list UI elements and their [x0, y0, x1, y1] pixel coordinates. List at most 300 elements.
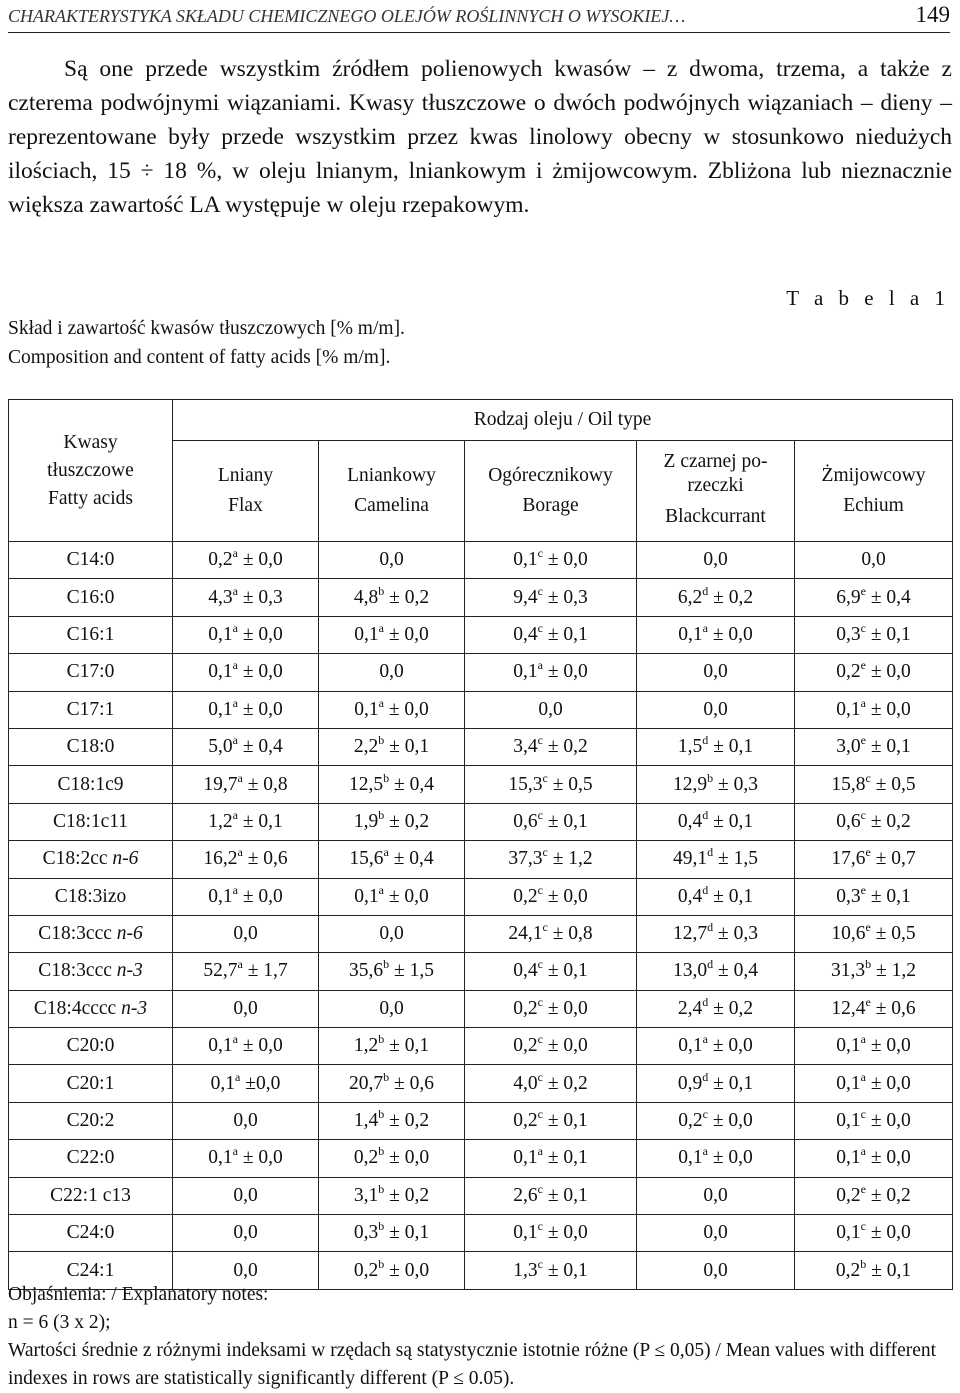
significance-index: d: [702, 994, 709, 1009]
std-deviation: ± 1,5: [713, 848, 758, 870]
value-cell: [173, 1028, 319, 1065]
mean-value: 35,6: [349, 960, 384, 982]
significance-index: c: [537, 620, 543, 635]
significance-index: a: [232, 882, 238, 897]
std-deviation: ± 0,6: [242, 848, 288, 870]
significance-index: a: [237, 770, 243, 785]
table-row: [9, 841, 953, 878]
std-deviation: ± 0,1: [542, 1147, 588, 1169]
column-header-flax-pl: Lniany: [217, 465, 274, 486]
significance-index: c: [537, 733, 543, 748]
significance-index: a: [702, 620, 708, 635]
significance-index: c: [537, 1219, 543, 1234]
value-cell: [795, 1215, 953, 1252]
fatty-acids-header-line2: tłuszczowe: [47, 459, 134, 481]
mean-value: 4,0: [513, 1072, 538, 1094]
significance-index: c: [537, 546, 543, 561]
fatty-acid-name: C14:0: [66, 549, 115, 571]
fatty-acid-cell: [9, 728, 173, 765]
value-cell: [319, 878, 465, 915]
significance-index: d: [702, 583, 709, 598]
value-cell: [637, 1140, 795, 1177]
mean-value: 2,4: [677, 997, 703, 1019]
fatty-acid-cell: [9, 1215, 173, 1252]
mean-value: 0,2: [835, 1259, 861, 1281]
mean-value: 17,6: [831, 848, 866, 870]
significance-index: c: [542, 845, 548, 860]
value-cell: [637, 728, 795, 765]
std-deviation: ± 0,2: [384, 1184, 430, 1206]
significance-index: a: [860, 1144, 866, 1159]
value-cell: [465, 1028, 637, 1065]
value-cell: [465, 1065, 637, 1102]
table-row: [9, 1140, 953, 1177]
significance-index: c: [537, 1069, 543, 1084]
std-deviation: ± 0,4: [388, 848, 434, 870]
mean-value: 0,6: [836, 810, 861, 832]
value-cell: [465, 542, 637, 579]
value-cell: [637, 616, 795, 653]
mean-value: 0,2: [513, 885, 538, 907]
significance-index: b: [707, 770, 714, 785]
std-deviation: ± 0,5: [870, 923, 916, 945]
std-deviation: ± 0,0: [865, 1147, 911, 1169]
std-deviation: ± 0,1: [708, 810, 754, 832]
fatty-acid-cell: [9, 654, 173, 691]
fatty-acid-series: n-3: [121, 997, 148, 1019]
significance-index: c: [860, 1107, 866, 1122]
table-row: [9, 803, 953, 840]
value-cell: [465, 990, 637, 1027]
table-row: [9, 616, 953, 653]
fatty-acid-cell: [9, 915, 173, 952]
table-row: [9, 953, 953, 990]
value-cell: [173, 579, 319, 616]
column-header-blackcurrant: [637, 441, 795, 542]
mean-value: 0,3: [836, 885, 861, 907]
std-deviation: ± 0,1: [384, 1035, 430, 1057]
significance-index: c: [537, 1181, 543, 1196]
mean-value: 6,9: [836, 586, 861, 608]
column-header-camelina-pl: Lniankowy: [347, 465, 436, 486]
table-row: [9, 654, 953, 691]
std-deviation: ± 0,0: [384, 1259, 430, 1281]
table-row: [9, 691, 953, 728]
std-deviation: ± 0,0: [237, 885, 283, 907]
mean-value: 0,0: [233, 997, 258, 1019]
fatty-acid-cell: [9, 1177, 173, 1214]
std-deviation: ± 0,0: [707, 1147, 753, 1169]
value-cell: [173, 841, 319, 878]
mean-value: 0,1: [208, 1147, 233, 1169]
std-deviation: ± 0,2: [384, 1110, 430, 1132]
std-deviation: ± 0,0: [707, 1110, 753, 1132]
std-deviation: ± 0,1: [865, 885, 911, 907]
significance-index: e: [860, 583, 866, 598]
table-caption: [8, 314, 405, 372]
mean-value: 0,1: [354, 623, 379, 645]
std-deviation: ± 0,1: [866, 1259, 912, 1281]
significance-index: c: [860, 807, 866, 822]
std-deviation: ± 0,8: [242, 773, 288, 795]
significance-index: b: [378, 1032, 385, 1047]
value-cell: [319, 803, 465, 840]
significance-index: c: [860, 620, 866, 635]
mean-value: 0,0: [861, 549, 886, 571]
value-cell: [795, 616, 953, 653]
notes-mean: Wartości średnie z różnymi indeksami w rzędach są statystycznie istotnie różne (P ≤ 0,05) / Mean values with different indexes in rows are statistically significantly different (P ≤ 0.05).: [8, 1340, 937, 1389]
std-deviation: ± 0,1: [384, 1222, 430, 1244]
mean-value: 5,0: [208, 736, 233, 758]
significance-index: a: [232, 1144, 238, 1159]
mean-value: 0,0: [379, 997, 404, 1019]
table-row: [9, 1102, 953, 1139]
significance-index: a: [232, 807, 238, 822]
fatty-acid-cell: [9, 953, 173, 990]
value-cell: [173, 953, 319, 990]
fatty-acid-name: C22:0: [66, 1147, 115, 1169]
std-deviation: ± 1,7: [242, 960, 288, 982]
mean-value: 0,4: [677, 810, 703, 832]
column-header-flax: [173, 441, 319, 542]
column-header-camelina-en: Camelina: [354, 495, 429, 516]
std-deviation: ± 0,1: [865, 623, 911, 645]
fatty-acid-cell: [9, 616, 173, 653]
mean-value: 1,3: [513, 1259, 538, 1281]
fatty-acid-cell: [9, 1140, 173, 1177]
significance-index: a: [860, 1032, 866, 1047]
mean-value: 20,7: [349, 1072, 384, 1094]
value-cell: [319, 728, 465, 765]
significance-index: d: [702, 882, 709, 897]
value-cell: [637, 1102, 795, 1139]
significance-index: d: [702, 807, 709, 822]
std-deviation: ± 0,0: [237, 623, 283, 645]
std-deviation: ± 0,3: [713, 923, 758, 945]
std-deviation: ±0,0: [240, 1072, 281, 1094]
value-cell: [465, 915, 637, 952]
value-cell: [173, 542, 319, 579]
value-cell: [637, 1065, 795, 1102]
mean-value: 16,2: [203, 848, 238, 870]
mean-value: 0,1: [836, 698, 861, 720]
value-cell: [465, 1140, 637, 1177]
mean-value: 0,3: [353, 1222, 379, 1244]
fatty-acid-name: C18:3ccc: [38, 923, 112, 945]
value-cell: [637, 953, 795, 990]
value-cell: [173, 1140, 319, 1177]
mean-value: 0,1: [513, 549, 538, 571]
fatty-acid-name: C18:4cccc: [33, 997, 117, 1019]
std-deviation: ± 0,2: [542, 736, 588, 758]
std-deviation: ± 0,0: [865, 1035, 911, 1057]
significance-index: a: [237, 845, 243, 860]
std-deviation: ± 0,7: [870, 848, 916, 870]
significance-index: e: [865, 920, 871, 935]
fatty-acid-cell: [9, 1102, 173, 1139]
std-deviation: ± 0,0: [542, 1222, 588, 1244]
value-cell: [795, 1065, 953, 1102]
mean-value: 6,2: [677, 586, 703, 608]
mean-value: 49,1: [673, 848, 708, 870]
mean-value: 1,2: [353, 1035, 379, 1057]
significance-index: b: [378, 733, 385, 748]
value-cell: [465, 878, 637, 915]
fatty-acid-series: n-6: [112, 848, 139, 870]
mean-value: 19,7: [203, 773, 238, 795]
std-deviation: ± 1,2: [871, 960, 916, 982]
fatty-acids-header-line1: Kwasy: [63, 431, 118, 453]
significance-index: b: [378, 1219, 385, 1234]
value-cell: [465, 953, 637, 990]
mean-value: 0,1: [678, 1035, 703, 1057]
value-cell: [637, 841, 795, 878]
value-cell: [637, 654, 795, 691]
value-cell: [465, 841, 637, 878]
significance-index: a: [702, 1144, 708, 1159]
mean-value: 12,9: [673, 773, 708, 795]
significance-index: a: [378, 695, 384, 710]
significance-index: c: [542, 770, 548, 785]
value-cell: [319, 841, 465, 878]
fatty-acid-name: C18:2cc: [42, 848, 108, 870]
significance-index: b: [378, 807, 385, 822]
value-cell: [795, 542, 953, 579]
value-cell: [795, 915, 953, 952]
std-deviation: ± 0,0: [542, 885, 588, 907]
mean-value: 0,4: [513, 960, 538, 982]
mean-value: 12,7: [673, 923, 708, 945]
std-deviation: ± 0,2: [542, 1072, 588, 1094]
value-cell: [319, 1215, 465, 1252]
mean-value: 0,0: [233, 1184, 258, 1206]
mean-value: 12,5: [349, 773, 384, 795]
significance-index: c: [537, 994, 543, 1009]
value-cell: [795, 766, 953, 803]
std-deviation: ± 0,1: [542, 1184, 588, 1206]
std-deviation: ± 0,0: [542, 997, 588, 1019]
significance-index: a: [232, 695, 238, 710]
mean-value: 0,9: [677, 1072, 703, 1094]
std-deviation: ± 0,1: [542, 1110, 588, 1132]
fatty-acid-name: C18:3izo: [54, 885, 127, 907]
mean-value: 0,1: [210, 1072, 236, 1094]
std-deviation: ± 0,0: [384, 1147, 430, 1169]
fatty-acid-name: C24:0: [66, 1222, 115, 1244]
mean-value: 15,3: [508, 773, 543, 795]
mean-value: 3,0: [836, 736, 861, 758]
std-deviation: ± 0,5: [870, 773, 916, 795]
significance-index: a: [232, 620, 238, 635]
column-header-borage-pl: Ogórecznikowy: [488, 465, 613, 486]
value-cell: [637, 990, 795, 1027]
mean-value: 0,0: [233, 1222, 258, 1244]
mean-value: 24,1: [508, 923, 543, 945]
std-deviation: ± 0,1: [542, 960, 588, 982]
value-cell: [795, 841, 953, 878]
value-cell: [173, 1065, 319, 1102]
mean-value: 9,4: [513, 586, 538, 608]
value-cell: [465, 803, 637, 840]
significance-index: c: [865, 770, 871, 785]
significance-index: c: [702, 1107, 708, 1122]
table-label: T a b e l a 1: [786, 286, 950, 310]
value-cell: [319, 915, 465, 952]
value-cell: [465, 1102, 637, 1139]
page-number: 149: [915, 2, 950, 27]
value-cell: [795, 1177, 953, 1214]
value-cell: [465, 654, 637, 691]
mean-value: 0,0: [233, 1259, 258, 1281]
std-deviation: ± 0,1: [708, 885, 754, 907]
std-deviation: ± 0,2: [384, 586, 430, 608]
significance-index: a: [232, 658, 238, 673]
std-deviation: ± 0,5: [547, 773, 593, 795]
mean-value: 0,1: [836, 1072, 861, 1094]
fatty-acid-name: C17:0: [66, 661, 115, 683]
fatty-acid-name: C17:1: [66, 698, 115, 720]
mean-value: 0,1: [678, 1147, 703, 1169]
mean-value: 0,0: [703, 1222, 728, 1244]
mean-value: 0,4: [677, 885, 703, 907]
significance-index: c: [537, 583, 543, 598]
value-cell: [637, 915, 795, 952]
std-deviation: ± 0,0: [865, 661, 911, 683]
mean-value: 15,6: [349, 848, 384, 870]
value-cell: [795, 728, 953, 765]
value-cell: [637, 1215, 795, 1252]
mean-value: 0,0: [233, 1110, 258, 1132]
std-deviation: ± 0,6: [389, 1072, 434, 1094]
fatty-acids-header: [9, 400, 173, 542]
mean-value: 0,1: [836, 1035, 861, 1057]
std-deviation: ± 0,3: [237, 586, 283, 608]
significance-index: c: [860, 1219, 866, 1234]
fatty-acid-cell: [9, 878, 173, 915]
mean-value: 0,2: [353, 1147, 379, 1169]
std-deviation: ± 0,1: [708, 1072, 754, 1094]
significance-index: b: [378, 1144, 385, 1159]
value-cell: [173, 915, 319, 952]
std-deviation: ± 0,0: [237, 1147, 283, 1169]
significance-index: a: [232, 1032, 238, 1047]
fatty-acid-cell: [9, 1065, 173, 1102]
fatty-acid-cell: [9, 990, 173, 1027]
significance-index: a: [235, 1069, 241, 1084]
significance-index: c: [537, 957, 543, 972]
fatty-acid-series: n-6: [116, 923, 143, 945]
significance-index: c: [537, 1107, 543, 1122]
std-deviation: ± 0,2: [865, 810, 911, 832]
significance-index: b: [383, 957, 390, 972]
table-row: [9, 766, 953, 803]
table-row: [9, 915, 953, 952]
mean-value: 0,0: [379, 923, 404, 945]
column-header-echium-pl: Żmijowcowy: [821, 465, 926, 486]
fatty-acid-cell: [9, 803, 173, 840]
fatty-acid-name: C24:1: [66, 1259, 115, 1281]
value-cell: [173, 1177, 319, 1214]
mean-value: 0,4: [513, 623, 538, 645]
fatty-acid-name: C20:0: [66, 1035, 115, 1057]
std-deviation: ± 0,2: [708, 997, 754, 1019]
significance-index: e: [860, 882, 866, 897]
significance-index: d: [707, 845, 714, 860]
significance-index: a: [702, 1032, 708, 1047]
fatty-acid-name: C18:1c11: [52, 810, 129, 832]
mean-value: 0,0: [379, 661, 404, 683]
value-cell: [319, 1140, 465, 1177]
table-row: [9, 990, 953, 1027]
value-cell: [465, 579, 637, 616]
fatty-acid-cell: [9, 841, 173, 878]
mean-value: 0,2: [836, 661, 861, 683]
significance-index: a: [860, 1069, 866, 1084]
std-deviation: ± 0,1: [542, 623, 588, 645]
oil-type-header: Rodzaj oleju / Oil type: [173, 400, 953, 441]
value-cell: [795, 878, 953, 915]
mean-value: 0,0: [703, 698, 728, 720]
mean-value: 0,0: [379, 549, 404, 571]
value-cell: [637, 579, 795, 616]
significance-index: a: [378, 620, 384, 635]
fatty-acid-cell: [9, 542, 173, 579]
significance-index: a: [378, 882, 384, 897]
explanatory-notes: [8, 1281, 952, 1393]
fatty-acid-name: C18:3ccc: [38, 960, 112, 982]
mean-value: 0,1: [836, 1147, 861, 1169]
significance-index: d: [702, 1069, 709, 1084]
mean-value: 0,1: [208, 623, 233, 645]
column-header-flax-en: Flax: [228, 495, 263, 516]
significance-index: b: [378, 583, 385, 598]
value-cell: [173, 803, 319, 840]
value-cell: [465, 691, 637, 728]
std-deviation: ± 0,4: [389, 773, 434, 795]
std-deviation: ± 0,0: [707, 1035, 753, 1057]
significance-index: a: [232, 733, 238, 748]
value-cell: [173, 654, 319, 691]
std-deviation: ± 1,5: [389, 960, 434, 982]
std-deviation: ± 0,0: [542, 661, 588, 683]
std-deviation: ± 0,0: [237, 549, 283, 571]
significance-index: e: [865, 845, 871, 860]
value-cell: [795, 953, 953, 990]
mean-value: 1,4: [353, 1110, 379, 1132]
mean-value: 10,6: [831, 923, 866, 945]
mean-value: 0,0: [703, 1184, 728, 1206]
mean-value: 0,2: [513, 997, 538, 1019]
value-cell: [173, 1215, 319, 1252]
significance-index: b: [865, 957, 872, 972]
mean-value: 0,1: [836, 1222, 861, 1244]
body-paragraph: Są one przede wszystkim źródłem polienowych kwasów – z dwoma, trzema, a także z czterema podwójnymi wiązaniami. Kwasy tłuszczowe o dwóch podwójnych wiązaniach – dieny – reprezentowane były przede wszystkim przez kwas linolowy obecny w stosunkowo niedużych ilościach, 15 ÷ 18 %, w oleju lnianym, lniankowym i żmijowcowym. Zbliżona lub nieznacznie większa zawartość LA występuje w oleju rzepakowym.: [8, 56, 952, 218]
std-deviation: ± 0,0: [865, 1222, 911, 1244]
fatty-acid-name: C22:1 c13: [50, 1184, 131, 1206]
table-row: [9, 1028, 953, 1065]
value-cell: [173, 878, 319, 915]
std-deviation: ± 0,6: [870, 997, 916, 1019]
std-deviation: ± 0,0: [383, 885, 429, 907]
significance-index: b: [378, 1256, 385, 1271]
value-cell: [319, 1028, 465, 1065]
significance-index: e: [865, 994, 871, 1009]
fatty-acid-cell: [9, 691, 173, 728]
std-deviation: ± 0,0: [237, 661, 283, 683]
value-cell: [319, 616, 465, 653]
fatty-acid-name: C20:2: [66, 1110, 115, 1132]
std-deviation: ± 0,4: [237, 736, 283, 758]
